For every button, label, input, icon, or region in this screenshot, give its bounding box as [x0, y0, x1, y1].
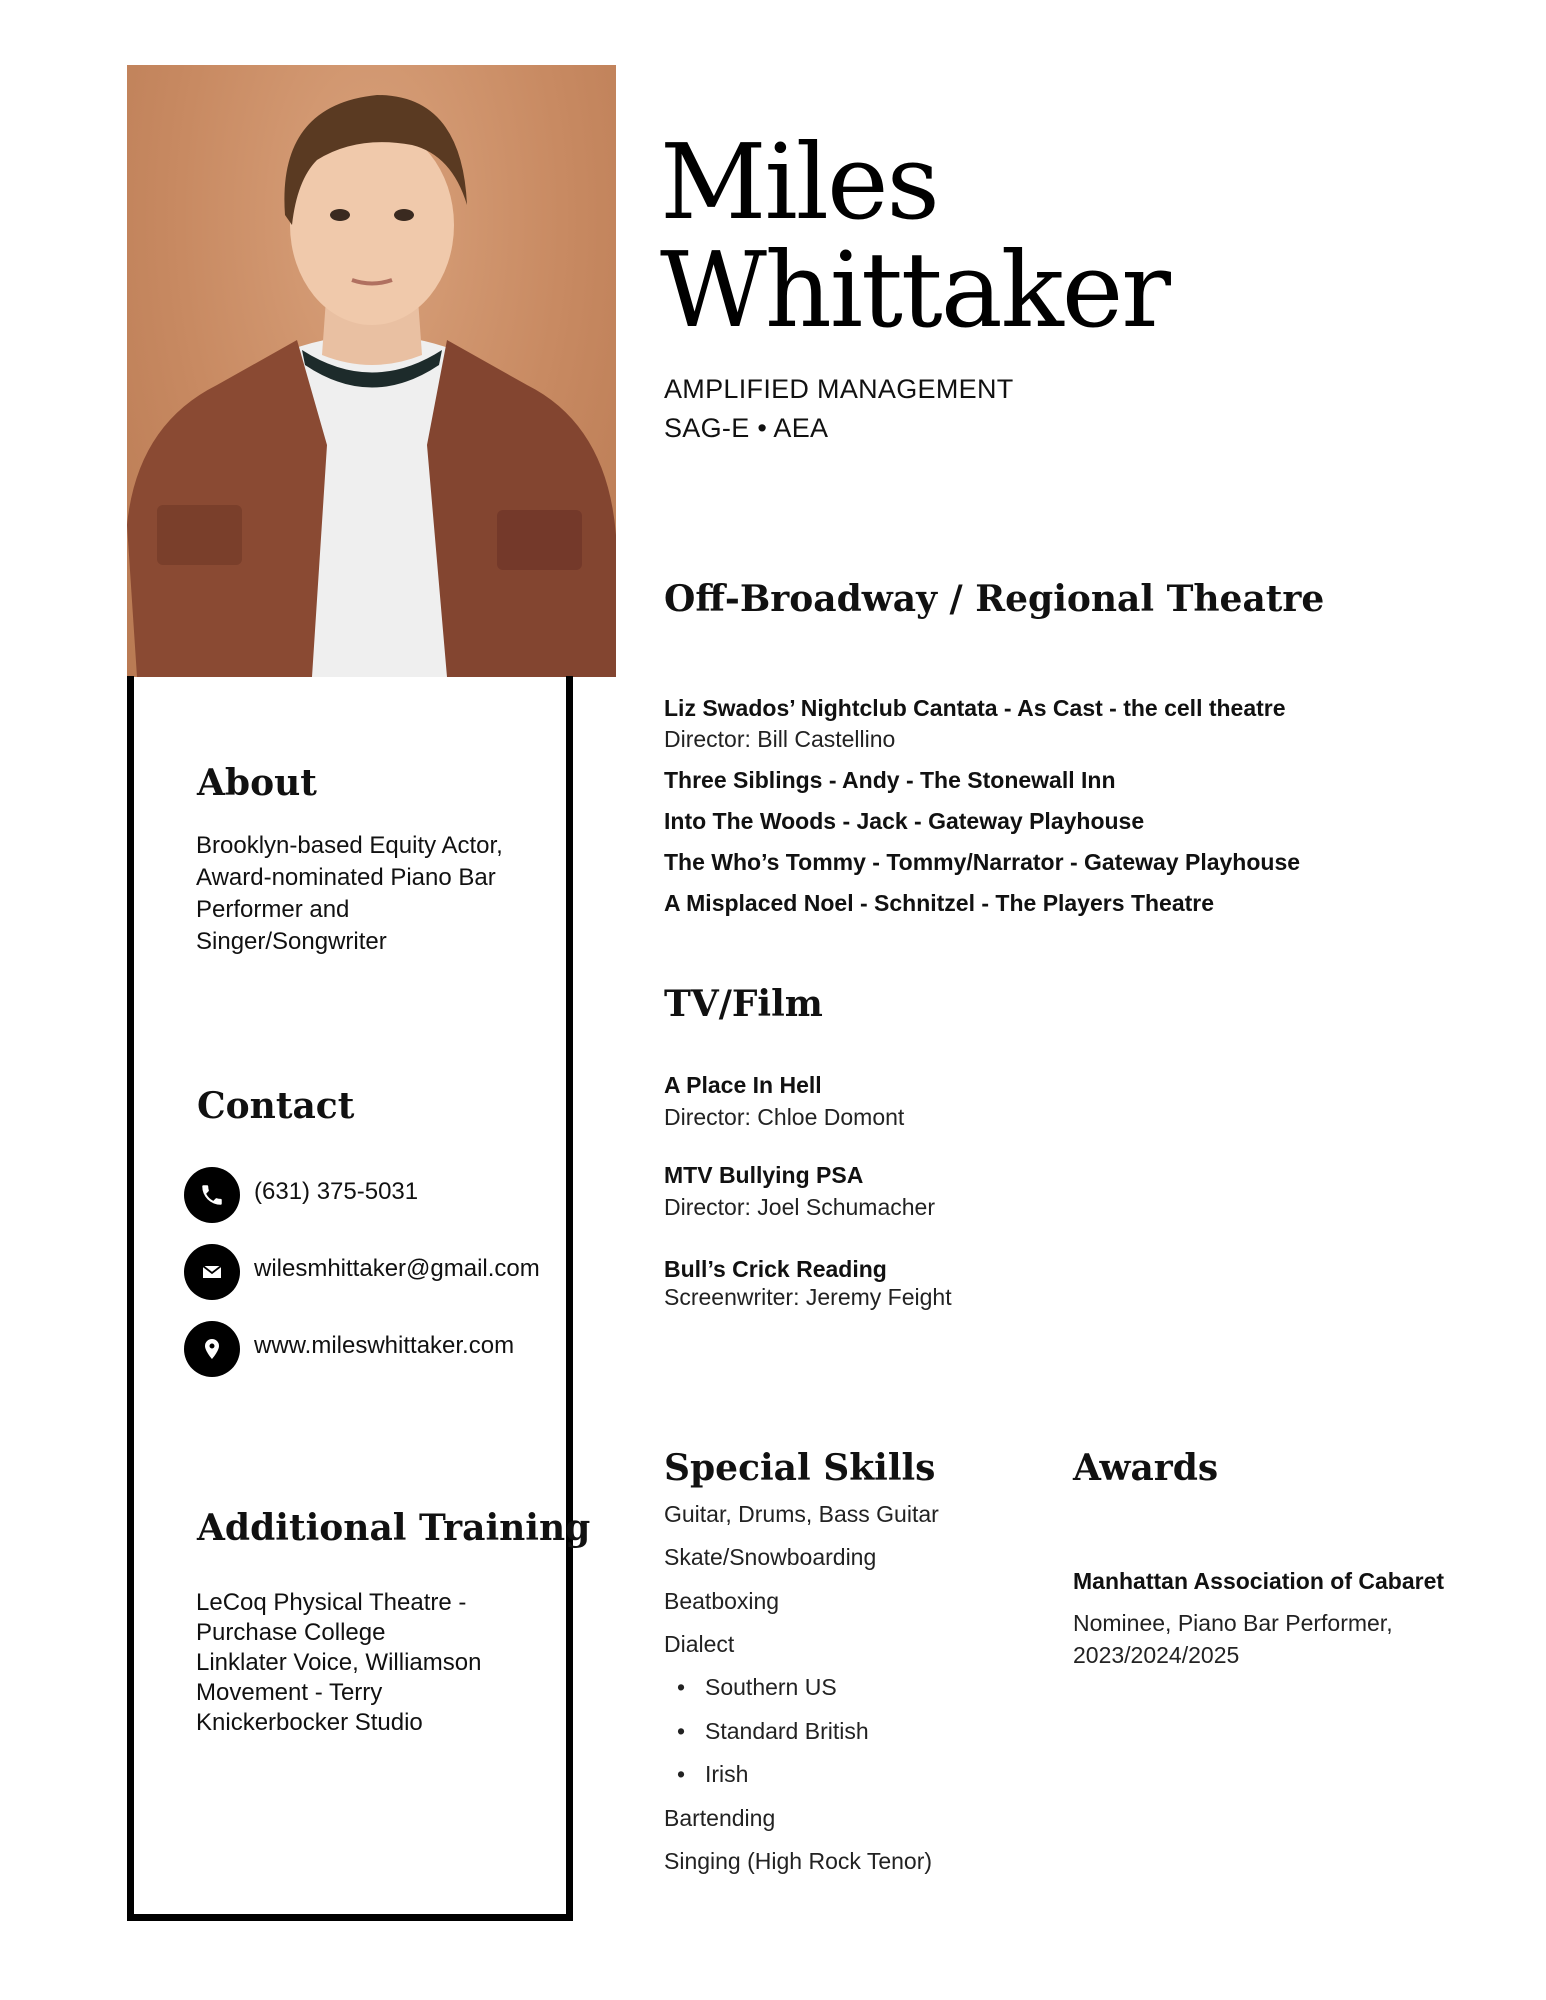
training-heading: Additional Training [197, 1507, 591, 1549]
representation [664, 370, 1014, 448]
theatre-director: Director: Bill Castellino [664, 726, 896, 752]
award-organization: Manhattan Association of Cabaret [1073, 1568, 1445, 1594]
about-line: Performer and [196, 896, 350, 923]
agency-name: AMPLIFIED MANAGEMENT [664, 374, 1014, 404]
about-line: Singer/Songwriter [196, 928, 387, 955]
dialect-item: • Irish [677, 1761, 748, 1788]
name-first: Miles [660, 121, 938, 243]
about-heading: About [197, 762, 317, 804]
film-credit: Screenwriter: Jeremy Feight [664, 1284, 952, 1310]
performer-name [660, 121, 1170, 351]
training-line: Purchase College [196, 1619, 386, 1646]
theatre-credit: The Who’s Tommy - Tommy/Narrator - Gateway Playhouse [664, 849, 1301, 875]
training-line: LeCoq Physical Theatre - [196, 1589, 467, 1616]
website-link[interactable]: www.mileswhittaker.com [254, 1332, 515, 1359]
training-line: Linklater Voice, Williamson [196, 1649, 482, 1676]
name-last: Whittaker [660, 229, 1170, 351]
skill-item: Beatboxing [664, 1588, 780, 1614]
theatre-credit: Three Siblings - Andy - The Stonewall Inn [664, 767, 1116, 793]
location-pin-icon [184, 1321, 240, 1377]
skill-item: Guitar, Drums, Bass Guitar [664, 1501, 939, 1527]
envelope-icon [184, 1244, 240, 1300]
about-text [196, 830, 503, 958]
dialect-item: • Standard British [677, 1718, 869, 1745]
skill-item: Singing (High Rock Tenor) [664, 1848, 933, 1874]
film-title: MTV Bullying PSA [664, 1162, 864, 1188]
film-heading: TV/Film [664, 983, 823, 1025]
award-years: 2023/2024/2025 [1073, 1642, 1240, 1668]
dialect-item: • Southern US [677, 1674, 837, 1701]
headshot-photo [127, 65, 616, 677]
theatre-heading: Off-Broadway / Regional Theatre [664, 578, 1325, 620]
email-address[interactable]: wilesmhittaker@gmail.com [254, 1255, 540, 1282]
contact-email[interactable] [184, 1244, 540, 1300]
contact-phone[interactable] [184, 1167, 418, 1223]
skills-heading: Special Skills [664, 1447, 936, 1489]
phone-number[interactable]: (631) 375-5031 [254, 1178, 419, 1205]
contact-website[interactable] [184, 1321, 514, 1377]
union-affiliations: SAG-E • AEA [664, 413, 829, 443]
awards-heading: Awards [1073, 1447, 1219, 1489]
film-title: Bull’s Crick Reading [664, 1256, 887, 1282]
award-detail: Nominee, Piano Bar Performer, [1073, 1610, 1393, 1636]
film-credit: Director: Joel Schumacher [664, 1194, 935, 1220]
training-text [196, 1588, 481, 1738]
film-credit: Director: Chloe Domont [664, 1104, 905, 1130]
contact-heading: Contact [197, 1085, 355, 1127]
film-title: A Place In Hell [664, 1072, 822, 1098]
skill-item: Dialect [664, 1631, 735, 1657]
training-line: Knickerbocker Studio [196, 1709, 423, 1736]
theatre-credit: A Misplaced Noel - Schnitzel - The Players Theatre [664, 890, 1215, 916]
phone-icon [184, 1167, 240, 1223]
theatre-credit: Liz Swados’ Nightclub Cantata - As Cast - the cell theatre [664, 695, 1286, 721]
training-line: Movement - Terry [196, 1679, 383, 1706]
about-line: Award-nominated Piano Bar [196, 864, 496, 891]
skill-item: Bartending [664, 1805, 776, 1831]
skill-item: Skate/Snowboarding [664, 1544, 877, 1570]
about-line: Brooklyn-based Equity Actor, [196, 832, 503, 859]
theatre-credit: Into The Woods - Jack - Gateway Playhouse [664, 808, 1145, 834]
headshot-illustration [127, 65, 616, 677]
